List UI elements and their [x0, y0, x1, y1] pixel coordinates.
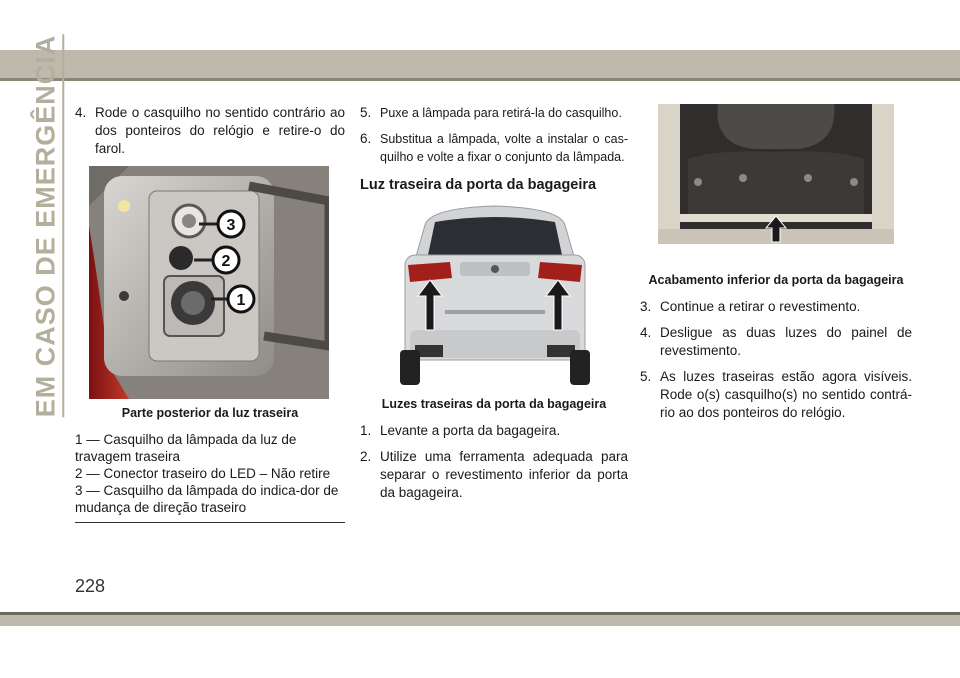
step-text: As luzes traseiras estão agora visíveis. Rode o(s) casquilho(s) no sentido contrá-rio ao dos ponteiros do relógio. [660, 369, 912, 420]
tail-light-rear-photo [89, 166, 329, 399]
column-3 [640, 104, 912, 430]
step-3-continue-trim [640, 298, 912, 316]
liftgate-lights-photo [390, 200, 600, 390]
liftgate-trim-photo [658, 104, 894, 244]
step-5-rotate-sockets [640, 368, 912, 422]
svg-text:1: 1 [236, 292, 246, 309]
step-1-lift-gate [360, 422, 628, 440]
step-number: 2. [360, 449, 372, 464]
step-5-pull-bulb [360, 104, 628, 122]
step-number: 1. [360, 423, 372, 438]
step-text: Rode o casquilho no sentido contrário ao dos ponteiros do relógio e retire-o do farol. [95, 105, 345, 156]
header-band-line [0, 78, 960, 81]
step-number: 3. [640, 299, 652, 314]
callout-2 [213, 247, 239, 273]
step-number: 4. [640, 325, 652, 340]
step-number: 5. [640, 369, 652, 384]
svg-text:3: 3 [226, 217, 236, 234]
step-number: 6. [360, 131, 372, 146]
step-number: 5. [360, 105, 372, 120]
header-band [0, 50, 960, 78]
figure-caption: Luzes traseiras da porta da bagageira [381, 397, 607, 411]
legend-item: 1 — Casquilho da lâmpada da luz de travagem traseira [75, 432, 297, 464]
step-text: Desligue as duas luzes do painel de revestimento. [660, 325, 912, 358]
section-side-tab-label: EM CASO DE EMERGÊNCIA [30, 35, 64, 418]
step-6-replace-bulb [360, 130, 628, 166]
section-side-tab [30, 34, 64, 418]
figure-legend [75, 431, 345, 523]
step-text: Utilize uma ferramenta adequada para separar o revestimento inferior da porta da bagageira. [380, 449, 628, 500]
svg-text:2: 2 [221, 253, 231, 270]
figure-tail-light-rear [75, 166, 345, 421]
page-number: 228 [75, 576, 106, 596]
step-2-separate-trim [360, 448, 628, 502]
column-1 [75, 104, 345, 523]
figure-liftgate-lights [360, 200, 628, 412]
legend-item: 2 — Conector traseiro do LED – Não retire [75, 466, 331, 481]
step-text: Puxe a lâmpada para retirá-la do casquilho. [380, 106, 622, 120]
step-4-disconnect-lights [640, 324, 912, 360]
figure-caption: Acabamento inferior da porta da bagageira [648, 273, 904, 287]
callout-1 [228, 286, 254, 312]
step-number: 4. [75, 105, 87, 120]
column-2 [360, 104, 628, 510]
step-4-rotate-socket [75, 104, 345, 158]
callout-3 [218, 211, 244, 237]
step-text: Substitua a lâmpada, volte a instalar o cas-quilho e volte a fixar o conjunto da lâmpada. [380, 132, 628, 164]
step-text: Levante a porta da bagageira. [380, 423, 561, 438]
footer-band [0, 615, 960, 626]
figure-caption: Parte posterior da luz traseira [121, 406, 299, 420]
step-text: Continue a retirar o revestimento. [660, 299, 861, 314]
figure-liftgate-trim [640, 104, 912, 288]
section-heading: Luz traseira da porta da bagageira [360, 177, 597, 193]
legend-item: 3 — Casquilho da lâmpada do indica-dor de mudança de direção traseiro [75, 483, 339, 515]
